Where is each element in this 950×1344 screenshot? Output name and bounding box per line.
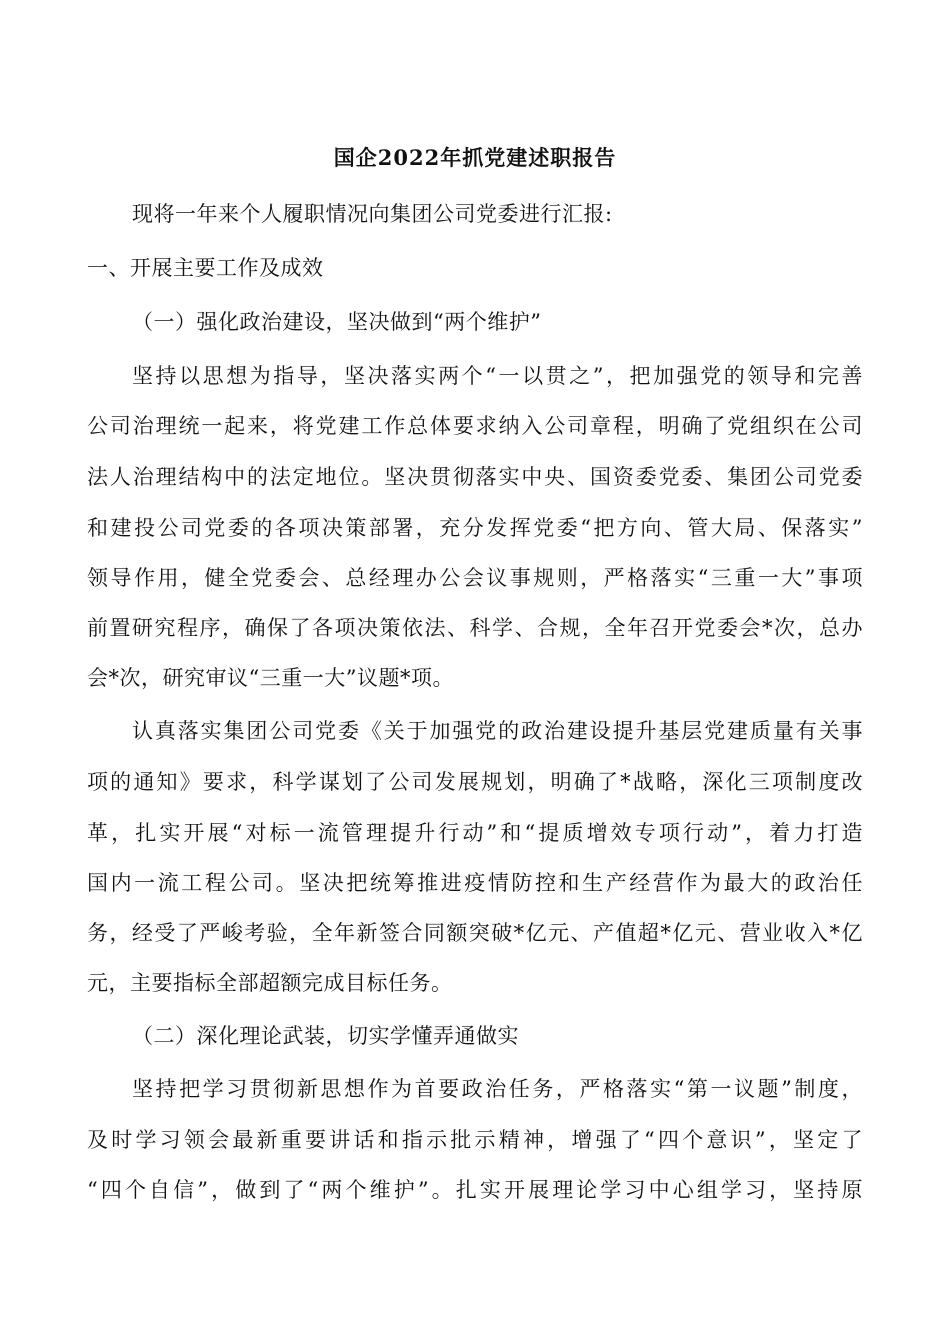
paragraph-line: 前置研究程序，确保了各项决策依法、科学、合规，全年召开党委会*次，总办 [87, 616, 863, 640]
paragraph-line: 项的通知》要求，科学谋划了公司发展规划，明确了*战略，深化三项制度改 [87, 770, 863, 794]
paragraph-line: 公司治理统一起来，将党建工作总体要求纳入公司章程，明确了党组织在公司 [87, 414, 863, 438]
paragraph-line: 坚持以思想为指导，坚决落实两个“一以贯之”，把加强党的领导和完善 [132, 364, 863, 388]
paragraph-line: 革，扎实开展“对标一流管理提升行动”和“提质增效专项行动”，着力打造 [87, 821, 863, 845]
paragraph-line: 领导作用，健全党委会、总经理办公会议事规则，严格落实“三重一大”事项 [87, 566, 863, 590]
section-heading: 一、开展主要工作及成效 [87, 256, 324, 280]
subsection-heading: （一）强化政治建设，坚决做到“两个维护” [132, 310, 542, 334]
subsection-heading: （二）深化理论武装，切实学懂弄通做实 [132, 1024, 519, 1048]
paragraph-line: 务，经受了严峻考验，全年新签合同额突破*亿元、产值超*亿元、营业收入*亿 [87, 921, 863, 945]
document-title: 国企2022年抓党建述职报告 [333, 145, 617, 170]
paragraph-line: 认真落实集团公司党委《关于加强党的政治建设提升基层党建质量有关事 [132, 719, 863, 743]
paragraph-line: 元，主要指标全部超额完成目标任务。 [87, 971, 453, 995]
paragraph-line: 法人治理结构中的法定地位。坚决贯彻落实中央、国资委党委、集团公司党委 [87, 465, 863, 489]
paragraph-line: 坚持把学习贯彻新思想作为首要政治任务，严格落实“第一议题”制度， [132, 1077, 863, 1101]
paragraph-line: 及时学习领会最新重要讲话和指示批示精神，增强了“四个意识”，坚定了 [87, 1128, 863, 1152]
paragraph-line: 和建投公司党委的各项决策部署，充分发挥党委“把方向、管大局、保落实” [87, 516, 863, 540]
paragraph-line: “四个自信”，做到了“两个维护”。扎实开展理论学习中心组学习，坚持原 [87, 1178, 863, 1202]
paragraph-line: 会*次，研究审议“三重一大”议题*项。 [87, 666, 454, 690]
intro-line: 现将一年来个人履职情况向集团公司党委进行汇报: [132, 202, 613, 226]
paragraph-line: 国内一流工程公司。坚决把统筹推进疫情防控和生产经营作为最大的政治任 [87, 871, 863, 895]
